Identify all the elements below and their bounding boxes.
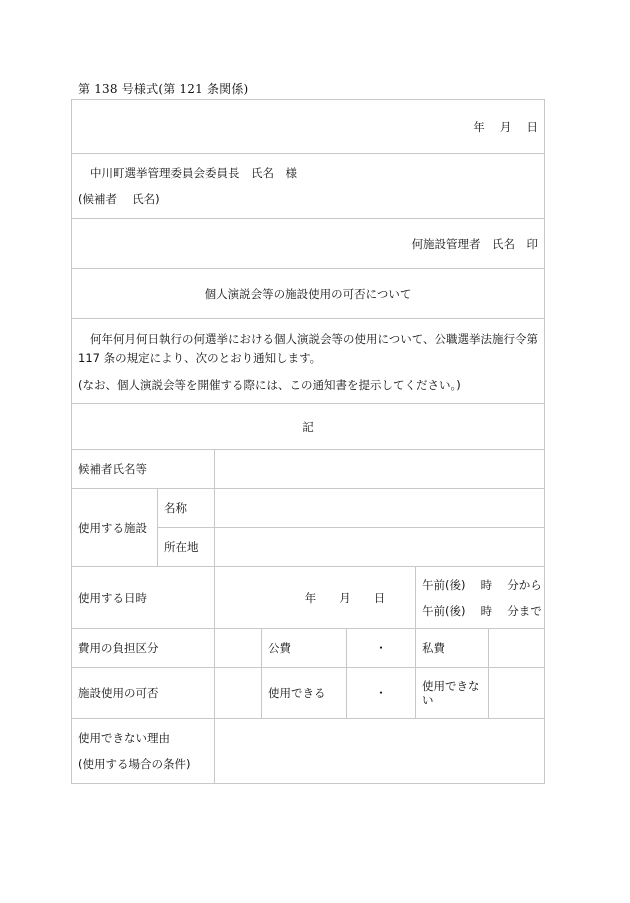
fee-public: 公費: [262, 629, 347, 668]
facility-name-value: [215, 489, 545, 528]
fee-separator: ・: [347, 629, 416, 668]
date-cell: [72, 100, 545, 154]
usage-label: 施設使用の可否: [72, 668, 215, 719]
ki-label: 記: [302, 419, 314, 434]
usage-no-check: [489, 668, 545, 719]
form-title: 第 138 号様式(第 121 条関係): [78, 82, 249, 96]
notice-form-table: [71, 99, 545, 784]
addressee-line: 中川町選挙管理委員会委員長 氏名 様: [90, 166, 297, 180]
fee-private-check: [489, 629, 545, 668]
datetime-time-cell: [416, 567, 545, 629]
fee-blank: [215, 629, 262, 668]
reason-sub-label: (使用する場合の条件): [78, 757, 191, 771]
body-cell: [72, 319, 545, 404]
addressee-cell: [72, 154, 545, 219]
datetime-label: 使用する日時: [72, 567, 215, 629]
usage-yes: 使用できる: [262, 668, 347, 719]
usage-separator: ・: [347, 668, 416, 719]
datetime-to: 午前(後) 時 分まで: [422, 603, 542, 618]
body-text: 何年何月何日執行の何選挙における個人演説会等の使用について、公職選挙法施行令第 117 条の規定により、次のとおり通知します。: [78, 331, 539, 365]
facility-name-label: 名称: [158, 489, 215, 528]
usage-blank: [215, 668, 262, 719]
subject-title: 個人演説会等の施設使用の可否について: [204, 286, 412, 301]
candidate-name-value: [215, 450, 545, 489]
facility-label: 使用する施設: [72, 489, 158, 567]
manager-line: 何施設管理者 氏名 印: [411, 236, 539, 251]
date-line: 年 月 日: [473, 119, 539, 134]
candidate-name-line: (候補者 氏名): [78, 192, 160, 206]
fee-label: 費用の負担区分: [72, 629, 215, 668]
datetime-date-cell: [215, 567, 416, 629]
facility-location-label: 所在地: [158, 528, 215, 567]
usage-no: 使用できない: [416, 668, 489, 719]
fee-private: 私費: [416, 629, 489, 668]
facility-location-value: [215, 528, 545, 567]
subject-cell: [72, 269, 545, 319]
reason-label: 使用できない理由: [78, 731, 170, 745]
datetime-date: 年 月 日: [304, 590, 386, 605]
reason-label-cell: [72, 719, 215, 784]
ki-cell: [72, 404, 545, 450]
note-text: (なお、個人演説会等を開催する際には、この通知書を提示してください。): [78, 377, 461, 392]
reason-value: [215, 719, 545, 784]
candidate-name-label: 候補者氏名等: [72, 450, 215, 489]
datetime-from: 午前(後) 時 分から: [422, 577, 542, 592]
manager-cell: [72, 219, 545, 269]
